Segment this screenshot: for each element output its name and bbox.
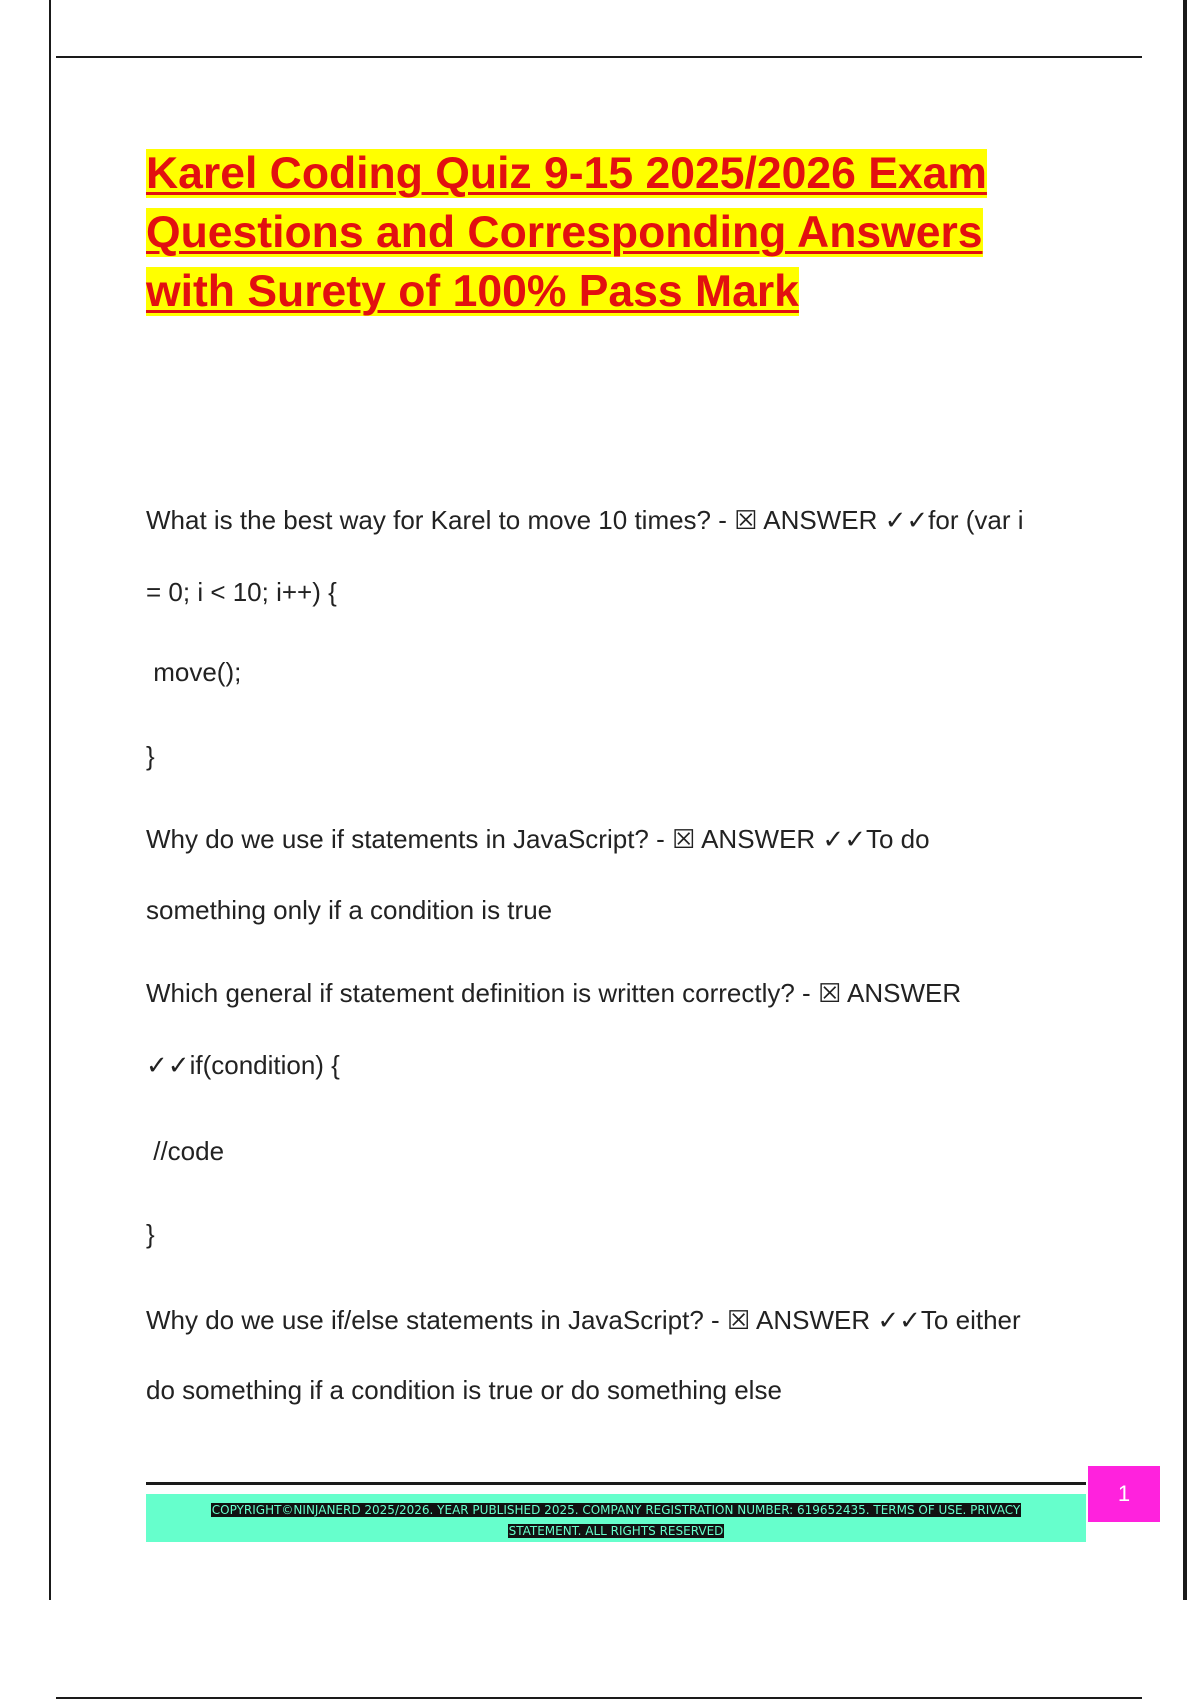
title-line-1: Karel Coding Quiz 9-15 2025/2026 Exam (146, 149, 987, 198)
footer-copyright-line-1: COPYRIGHT©NINJANERD 2025/2026. YEAR PUBLISHED 2025. COMPANY REGISTRATION NUMBER: 619652435. TERMS OF USE. PRIVACY (211, 1503, 1021, 1517)
footer-copyright-line-2: STATEMENT. ALL RIGHTS RESERVED (508, 1524, 724, 1538)
page-border-right (1183, 0, 1187, 1600)
question-2-line-1: Why do we use if statements in JavaScript? - ☒ ANSWER ✓✓To do (146, 824, 930, 854)
question-1-line-1: What is the best way for Karel to move 10 times? - ☒ ANSWER ✓✓for (var i (146, 505, 1024, 535)
question-1-code-line: move(); (146, 657, 242, 687)
page-border-left (49, 0, 51, 1600)
document-title (146, 144, 1096, 321)
title-line-2: Questions and Corresponding Answers (146, 208, 983, 257)
question-1-line-2: = 0; i < 10; i++) { (146, 577, 337, 607)
question-4-line-2: do something if a condition is true or do something else (146, 1375, 782, 1405)
bottom-rule (56, 1697, 1142, 1699)
question-1-code-close: } (146, 741, 155, 771)
title-line-3: with Surety of 100% Pass Mark (146, 267, 799, 316)
question-2-line-2: something only if a condition is true (146, 895, 553, 925)
footer-copyright (160, 1500, 1072, 1542)
question-3-line-1: Which general if statement definition is written correctly? - ☒ ANSWER (146, 978, 962, 1008)
page-number-badge: 1 (1088, 1466, 1160, 1522)
question-3-code-close: } (146, 1219, 155, 1249)
footer-rule (146, 1482, 1086, 1485)
question-3-line-2: ✓✓if(condition) { (146, 1050, 340, 1080)
top-rule (56, 56, 1142, 58)
question-3-code-line: //code (146, 1136, 225, 1166)
question-4-line-1: Why do we use if/else statements in JavaScript? - ☒ ANSWER ✓✓To either (146, 1305, 1021, 1335)
